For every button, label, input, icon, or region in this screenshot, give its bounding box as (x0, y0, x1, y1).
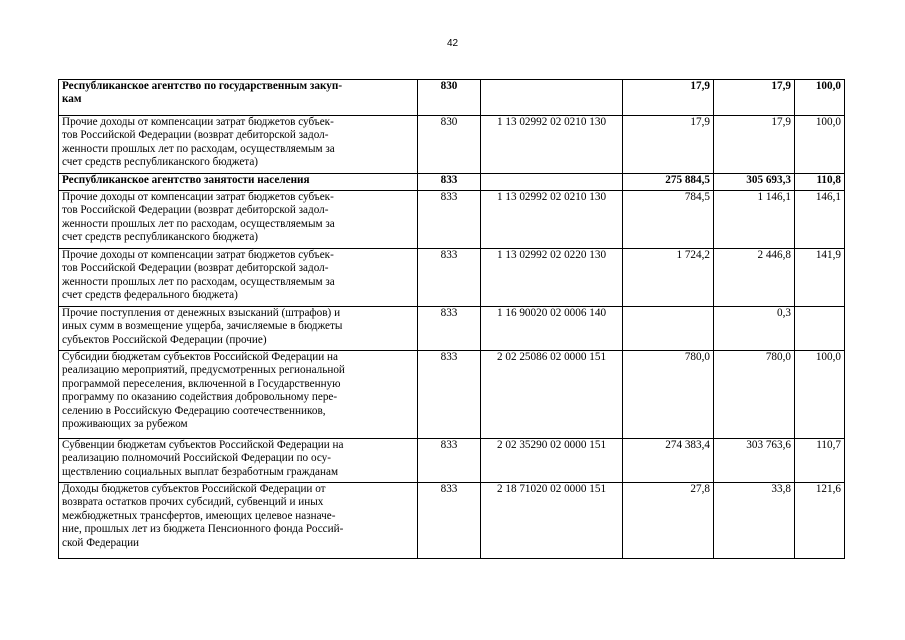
name-line: Прочие доходы от компенсации затрат бюджетов субъек- (62, 249, 334, 261)
name-line: Республиканское агентство по государственным закуп- (62, 80, 343, 92)
admin-code-cell: 833 (418, 191, 481, 249)
name-line: Прочие доходы от компенсации затрат бюджетов субъек- (62, 116, 334, 128)
actual-amount-cell: 303 763,6 (714, 439, 795, 483)
name-line: программу по оказанию содействия добровольному пере- (62, 391, 338, 404)
execution-percent-cell: 141,9 (795, 249, 845, 307)
name-line: программой переселения, включенной в Государственную (62, 377, 341, 390)
revenue-item-name (59, 80, 418, 116)
execution-percent-cell: 110,8 (795, 174, 845, 191)
name-line: межбюджетных трансфертов, имеющих целевое назначе- (62, 509, 336, 522)
name-line: женности прошлых лет по расходам, осуществляемым за (62, 217, 335, 230)
name-line: Прочие доходы от компенсации затрат бюджетов субъек- (62, 191, 334, 203)
admin-code-cell: 833 (418, 174, 481, 191)
budget-class-code-cell: 1 16 90020 02 0006 140 (481, 307, 623, 351)
execution-percent-cell: 100,0 (795, 116, 845, 174)
plan-amount-cell: 17,9 (623, 80, 714, 116)
actual-amount-cell: 33,8 (714, 483, 795, 559)
table-row (59, 249, 845, 307)
plan-amount-cell: 27,8 (623, 483, 714, 559)
execution-percent-cell: 110,7 (795, 439, 845, 483)
table-row (59, 307, 845, 351)
name-line: женности прошлых лет по расходам, осуществляемым за (62, 275, 335, 288)
admin-code-cell: 830 (418, 116, 481, 174)
actual-amount-cell: 2 446,8 (714, 249, 795, 307)
revenue-item-name (59, 249, 418, 307)
table-row (59, 116, 845, 174)
table-row (59, 483, 845, 559)
actual-amount-cell: 17,9 (714, 80, 795, 116)
name-line: тов Российской Федерации (возврат дебиторской задол- (62, 262, 329, 275)
name-line: счет средств федерального бюджета) (62, 289, 238, 302)
name-line: ской Федерации (62, 536, 140, 549)
budget-class-code-cell: 1 13 02992 02 0220 130 (481, 249, 623, 307)
revenue-item-name (59, 483, 418, 559)
name-line: тов Российской Федерации (возврат дебиторской задол- (62, 204, 329, 217)
table-row (59, 351, 845, 439)
name-line: проживающих за рубежом (62, 418, 188, 431)
actual-amount-cell: 1 146,1 (714, 191, 795, 249)
execution-percent-cell: 100,0 (795, 80, 845, 116)
actual-amount-cell: 305 693,3 (714, 174, 795, 191)
name-line: субъектов Российской Федерации (прочие) (62, 333, 267, 346)
revenue-item-name (59, 174, 418, 191)
name-line: женности прошлых лет по расходам, осуществляемым за (62, 142, 335, 155)
plan-amount-cell: 780,0 (623, 351, 714, 439)
budget-class-code-cell (481, 174, 623, 191)
name-line: реализацию мероприятий, предусмотренных региональной (62, 364, 345, 377)
execution-percent-cell: 121,6 (795, 483, 845, 559)
plan-amount-cell: 275 884,5 (623, 174, 714, 191)
revenue-item-name (59, 439, 418, 483)
budget-class-code-cell: 2 02 25086 02 0000 151 (481, 351, 623, 439)
name-line: возврата остатков прочих субсидий, субвенций и иных (62, 496, 324, 509)
execution-percent-cell (795, 307, 845, 351)
name-line: селению в Российскую Федерацию соотечественников, (62, 404, 326, 417)
budget-class-code-cell: 2 18 71020 02 0000 151 (481, 483, 623, 559)
budget-class-code-cell: 1 13 02992 02 0210 130 (481, 191, 623, 249)
budget-class-code-cell (481, 80, 623, 116)
execution-percent-cell: 146,1 (795, 191, 845, 249)
budget-class-code-cell: 2 02 35290 02 0000 151 (481, 439, 623, 483)
name-line: иных сумм в возмещение ущерба, зачисляемые в бюджеты (62, 320, 343, 333)
name-line: ние, прошлых лет из бюджета Пенсионного фонда Россий- (62, 523, 344, 536)
table-row (59, 191, 845, 249)
table-row (59, 174, 845, 191)
plan-amount-cell: 17,9 (623, 116, 714, 174)
plan-amount-cell: 274 383,4 (623, 439, 714, 483)
revenue-table (58, 79, 845, 559)
name-line: ществлению социальных выплат безработным гражданам (62, 465, 339, 478)
plan-amount-cell: 1 724,2 (623, 249, 714, 307)
plan-amount-cell (623, 307, 714, 351)
admin-code-cell: 830 (418, 80, 481, 116)
name-line: реализацию полномочий Российской Федерации по осу- (62, 452, 331, 465)
name-line: кам (62, 93, 82, 106)
name-line: счет средств республиканского бюджета) (62, 156, 259, 169)
plan-amount-cell: 784,5 (623, 191, 714, 249)
name-line: Субсидии бюджетам субъектов Российской Федерации на (62, 351, 338, 363)
name-line: Прочие поступления от денежных взысканий (штрафов) и (62, 307, 341, 319)
budget-class-code-cell: 1 13 02992 02 0210 130 (481, 116, 623, 174)
revenue-item-name (59, 191, 418, 249)
name-line: счет средств республиканского бюджета) (62, 231, 259, 244)
name-line: Республиканское агентство занятости населения (62, 174, 310, 186)
actual-amount-cell: 780,0 (714, 351, 795, 439)
name-line: тов Российской Федерации (возврат дебиторской задол- (62, 129, 329, 142)
admin-code-cell: 833 (418, 439, 481, 483)
page-number: 42 (446, 38, 459, 49)
name-line: Субвенции бюджетам субъектов Российской Федерации на (62, 439, 344, 451)
revenue-item-name (59, 307, 418, 351)
table-row (59, 80, 845, 116)
revenue-item-name (59, 116, 418, 174)
name-line: Доходы бюджетов субъектов Российской Федерации от (62, 483, 326, 495)
actual-amount-cell: 0,3 (714, 307, 795, 351)
admin-code-cell: 833 (418, 351, 481, 439)
revenue-item-name (59, 351, 418, 439)
admin-code-cell: 833 (418, 483, 481, 559)
admin-code-cell: 833 (418, 249, 481, 307)
execution-percent-cell: 100,0 (795, 351, 845, 439)
admin-code-cell: 833 (418, 307, 481, 351)
table-row (59, 439, 845, 483)
actual-amount-cell: 17,9 (714, 116, 795, 174)
